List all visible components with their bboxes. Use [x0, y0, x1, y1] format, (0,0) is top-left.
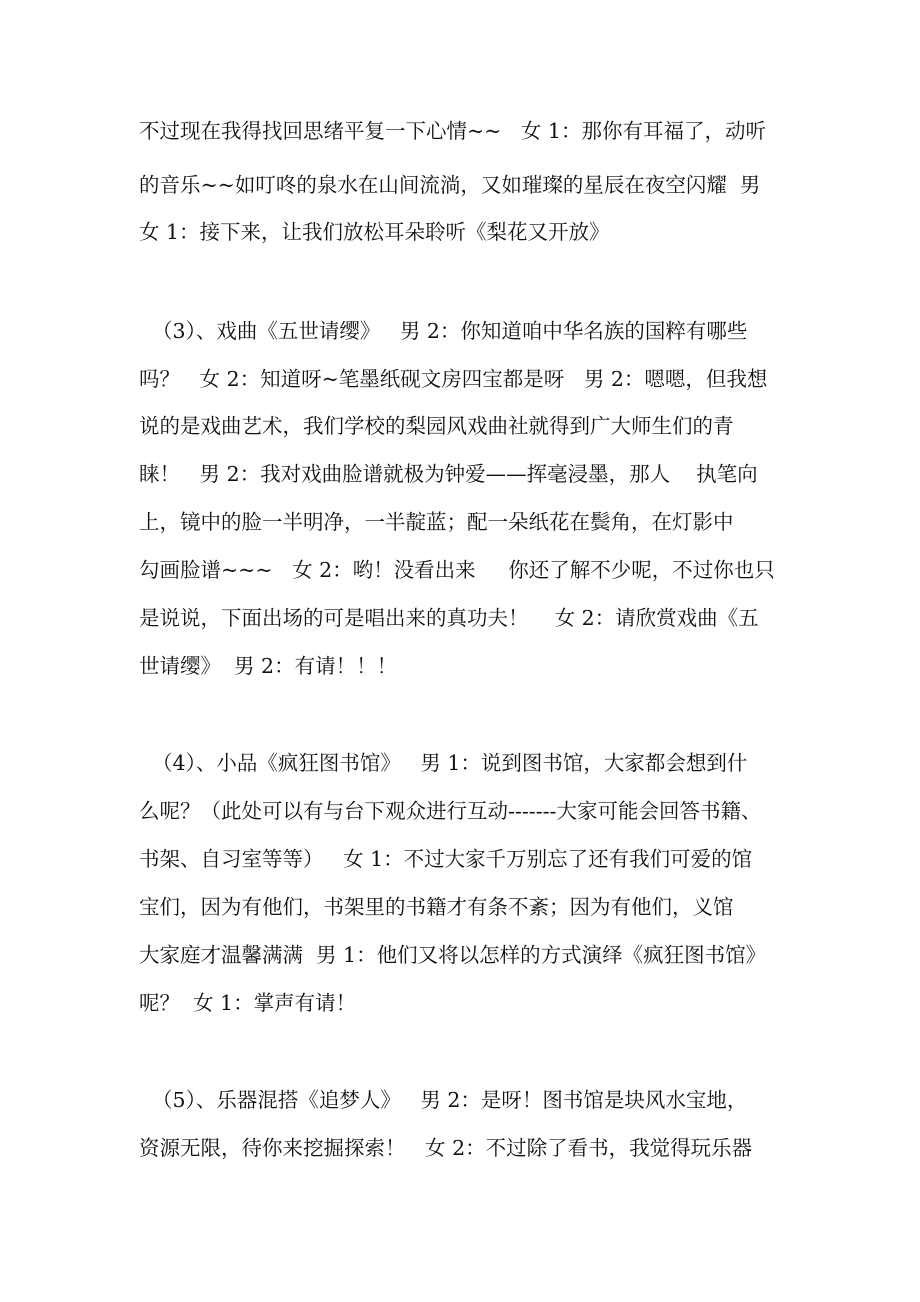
- text-line: 说的是戏曲艺术，我们学校的梨园风戏曲社就得到广大师生们的青: [139, 414, 734, 438]
- text-line: 睐！ 男 2：我对戏曲脸谱就极为钟爱——挥毫浸墨，那人 执笔向: [139, 462, 758, 486]
- text-line: 的音乐~~如叮咚的泉水在山间流淌，又如璀璨的星辰在夜空闪耀 男: [139, 173, 761, 197]
- text-line: 女 1：接下来，让我们放松耳朵聆听《梨花又开放》: [139, 220, 610, 244]
- text-line: 世请缨》 男 2：有请！！！: [139, 654, 398, 678]
- text-line: 资源无限，待你来挖掘探索！ 女 2：不过除了看书，我觉得玩乐器: [139, 1136, 753, 1160]
- text-line: （3）、戏曲《五世请缨》 男 2：你知道咱中华名族的国粹有哪些: [139, 319, 748, 343]
- text-line: 吗？ 女 2：知道呀~笔墨纸砚文房四宝都是呀 男 2：嗯嗯，但我想: [139, 367, 768, 391]
- text-line: 宝们，因为有他们，书架里的书籍才有条不紊；因为有他们，义馆: [139, 895, 734, 919]
- text-line: 么呢？（此处可以有与台下观众进行互动-------大家可能会回答书籍、: [139, 799, 762, 823]
- text-line: 是说说，下面出场的可是唱出来的真功夫！ 女 2：请欣赏戏曲《五: [139, 606, 759, 630]
- text-line: 书架、自习室等等） 女 1：不过大家千万别忘了还有我们可爱的馆: [139, 847, 753, 871]
- text-line: 不过现在我得找回思绪平复一下心情~~ 女 1：那你有耳福了，动听: [139, 119, 766, 143]
- text-line: 勾画脸谱~~~ 女 2：哟！没看出来 你还了解不少呢，不过你也只: [139, 558, 775, 582]
- text-line: 大家庭才温馨满满 男 1：他们又将以怎样的方式演绎《疯狂图书馆》: [139, 943, 767, 967]
- text-line: （4）、小品《疯狂图书馆》 男 1：说到图书馆，大家都会想到什: [139, 751, 748, 775]
- text-line: 呢？ 女 1：掌声有请！: [139, 991, 357, 1015]
- text-line: 上，镜中的脸一半明净，一半靛蓝；配一朵纸花在鬓角，在灯影中: [139, 510, 734, 534]
- text-line: （5）、乐器混搭《追梦人》 男 2：是呀！图书馆是块风水宝地，: [139, 1088, 748, 1112]
